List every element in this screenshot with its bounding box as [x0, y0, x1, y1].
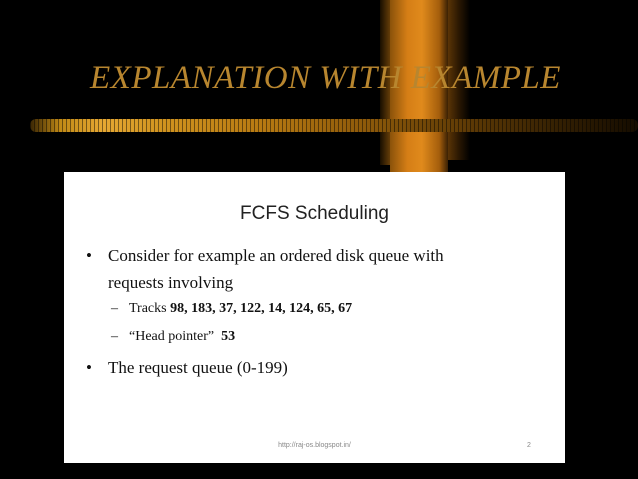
bullet-item [86, 354, 288, 381]
image-heading: FCFS Scheduling [240, 203, 389, 224]
sub-item-value: 98, 183, 37, 122, 14, 124, 65, 67 [170, 301, 353, 316]
dash-marker: – [111, 301, 118, 316]
bullet-text: The request queue (0-199) [108, 358, 288, 377]
sub-item-label: Tracks [129, 301, 171, 316]
image-page-number: 2 [527, 442, 531, 449]
sub-item-value: 53 [221, 329, 236, 344]
sub-item-label: “Head pointer” [129, 329, 222, 344]
sub-item-head-pointer [111, 327, 235, 347]
title-underline-texture [30, 119, 638, 132]
bullet-marker: • [86, 358, 92, 377]
image-footer-url: http://raj-os.blogspot.in/ [278, 442, 351, 449]
bullet-text-continued: requests involving [108, 273, 234, 292]
bullet-text: Consider for example an ordered disk queue with [108, 246, 444, 265]
bullet-marker: • [86, 246, 92, 265]
dash-marker: – [111, 329, 118, 344]
slide-title: EXPLANATION WITH EXAMPLE [90, 60, 561, 96]
embedded-slide-image [64, 172, 565, 463]
sub-item-tracks [111, 299, 352, 319]
bullet-item [86, 242, 444, 296]
